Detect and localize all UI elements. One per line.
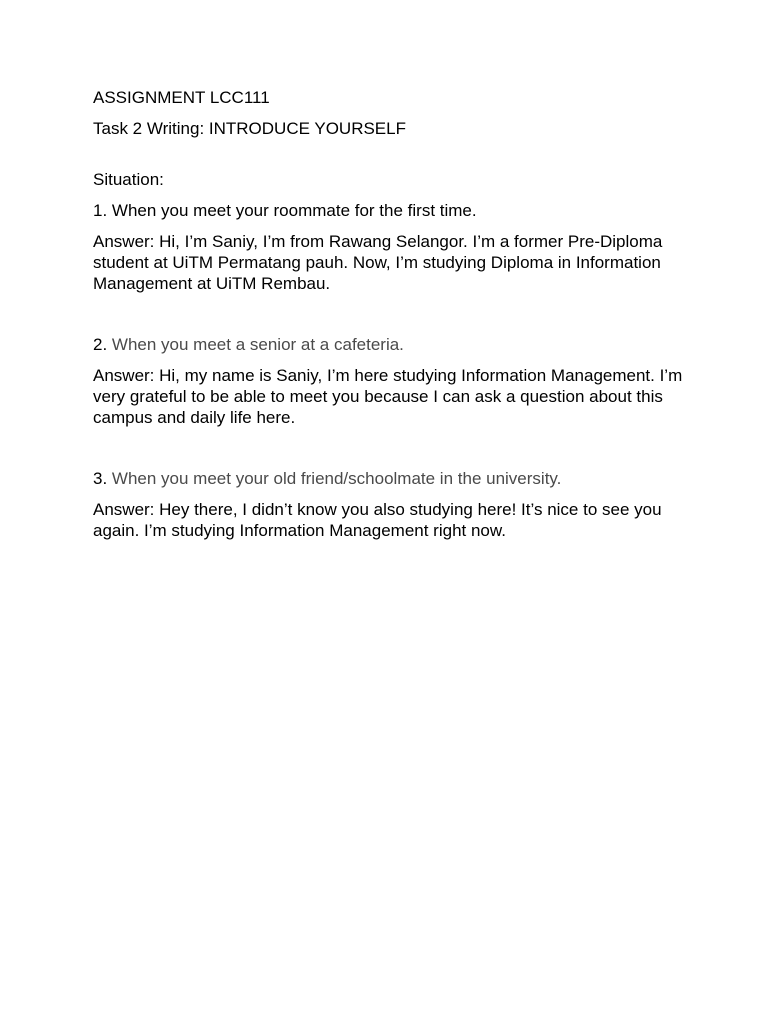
answer-2: Answer: Hi, my name is Saniy, I’m here studying Information Management. I’m very grateful to be able to meet you because I can ask a question about this campus and daily life here. (93, 366, 683, 427)
question-2-text: When you meet a senior at a cafeteria. (111, 335, 404, 354)
question-1-text: When you meet your roommate for the first time. (111, 201, 477, 220)
question-1 (93, 200, 683, 221)
document-body (93, 87, 683, 571)
question-3-text: When you meet your old friend/schoolmate in the university. (111, 469, 562, 488)
question-2 (93, 334, 683, 355)
task-heading: Task 2 Writing: INTRODUCE YOURSELF (93, 119, 406, 138)
question-3-number: 3. (93, 469, 108, 488)
question-1-number: 1. (93, 201, 108, 220)
answer-3: Answer: Hey there, I didn’t know you also studying here! It’s nice to see you again. I’m studying Information Management right now. (93, 500, 662, 540)
answer-1: Answer: Hi, I’m Saniy, I’m from Rawang Selangor. I’m a former Pre-Diploma student at UiTM Permatang pauh. Now, I’m studying Diploma in Information Management at UiTM Rembau. (93, 232, 663, 293)
question-3 (93, 468, 683, 489)
question-2-number: 2. (93, 335, 108, 354)
assignment-title: ASSIGNMENT LCC111 (93, 88, 270, 107)
situation-label: Situation: (93, 170, 164, 189)
